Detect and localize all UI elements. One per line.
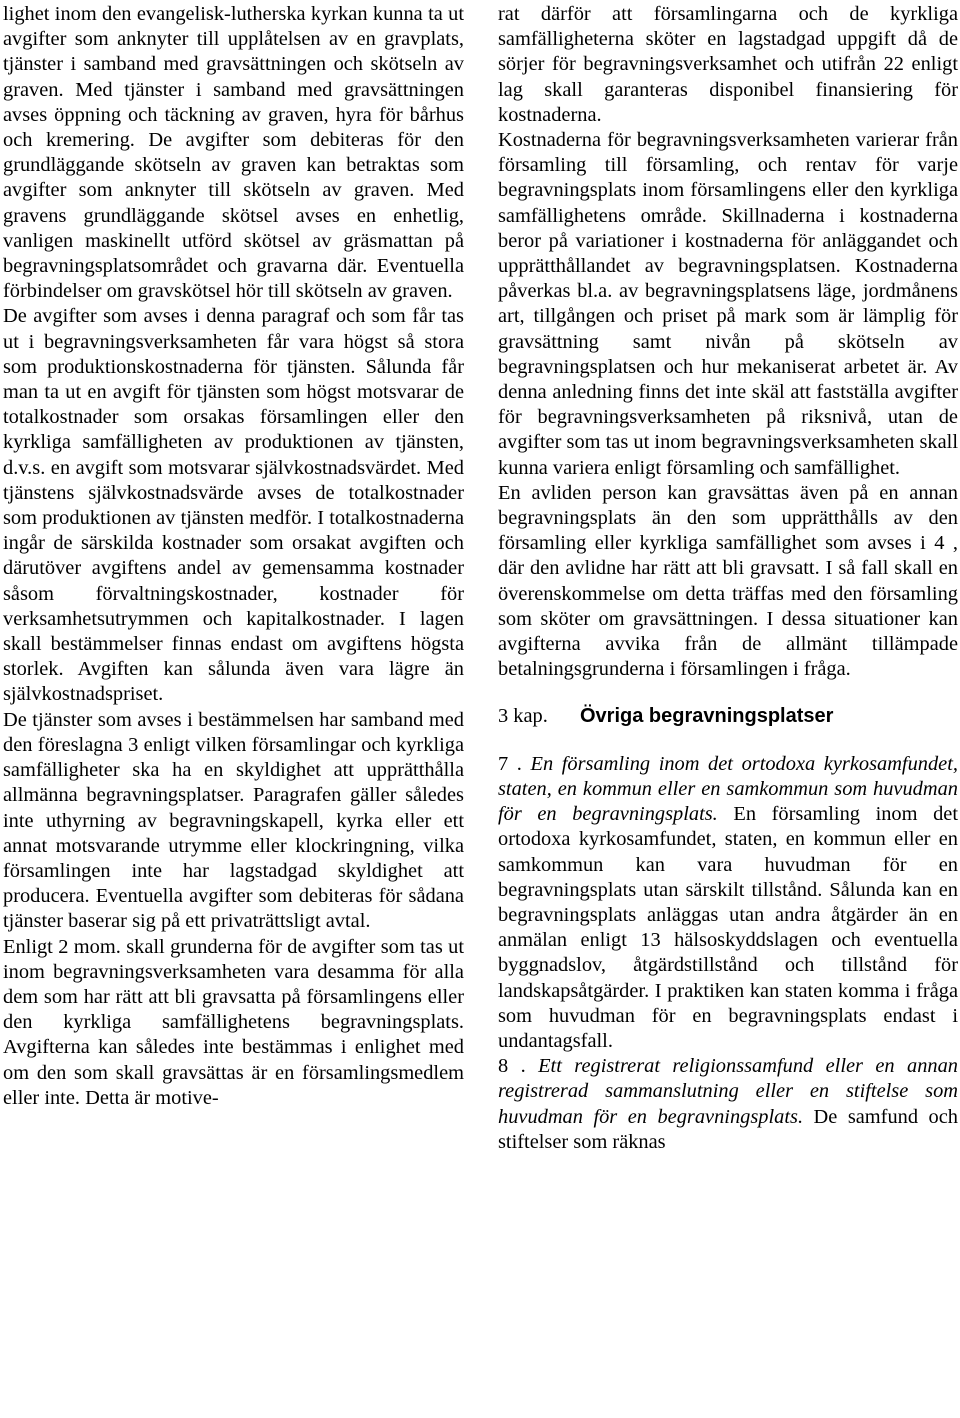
left-column	[3, 2, 464, 1111]
chapter-number: 3 kap.	[498, 705, 548, 728]
paragraph: De avgifter som avses i denna paragraf och som får tas ut i begravningsverksamheten får vara högst så stora som produktionskostnaderna för tjänsten. Sålunda får man ta ut en avgift för tjänsten som högst motsvarar de totalkostnader som orsakas församlingen eller den kyrkliga samfälligheten av produktionen av tjänsten, d.v.s. en avgift som motsvarar självkostnadsvärdet. Med tjänstens självkostnadsvärde avses de totalkostnader som produktionen av tjänsten medför. I totalkostnaderna ingår de särskilda kostnader som orsakat avgiften och därutöver avgiftens andel av gemensamma kostnader såsom förvaltningskostnader, kostnader för verksamhetsutrymmen och kapitalkostnader. I lagen skall bestämmelser finnas endast om avgiftens högsta storlek. Avgiften kan sålunda även vara lägre än självkostnadspriset.	[3, 305, 464, 706]
section-7-paragraph	[498, 752, 958, 1054]
paragraph: De tjänster som avses i bestämmelsen har samband med den föreslagna 3 enligt vilken församlingar och kyrkliga samfälligheter ska ha en skyldighet att upprätthålla allmänna begravningsplatser. Paragrafen gäller således inte uthyrning av begravningskapell, kyrka eller ett annat motsvarande utrymme eller klockringning, vilka församlingen inte har lagstadgad skyldighet att producera. Eventuella avgifter som debiteras för sådana tjänster baserar sig på ett privaträttsligt avtal.	[3, 708, 464, 933]
section-8-paragraph	[498, 1054, 958, 1155]
section-text: De samfund och stiftelser som räknas	[498, 1105, 958, 1153]
paragraph: rat därför att församlingarna och de kyrkliga samfälligheterna sköter en lagstadgad uppgift då de sörjer för begravningsverksamhet och utifrån 22 enligt lag skall garanteras disponibel finansiering för kostnaderna.	[498, 3, 958, 126]
section-title: En församling inom det ortodoxa kyrkosamfundet, staten, en kommun eller en samkommun som huvudman för en begravningsplats.	[498, 752, 958, 826]
paragraph: Kostnaderna för begravningsverksamheten varierar från församling till församling, och rentav för varje begravningsplats inom församlingens eller den kyrkliga samfällighetens område. Skillnaderna i kostnaderna beror på variationer i kostnaderna för anläggandet och upprätthållandet av begravningsplatsen. Kostnaderna påverkas bl.a. av begravningsplatsens läge, jordmånens art, tillgången och priset på mark som är lämplig för gravsättning samt nivån på skötseln av begravningsplatsen och hur mekaniserat arbetet är. Av denna anledning finns det inte skäl att fastställa avgifter för begravningsverksamheten på riksnivå, utan de avgifter som tas ut inom begravningsverksamheten skall kunna variera enligt församling och samfällighet.	[498, 129, 958, 479]
section-title: Ett registrerat religionssamfund eller en annan registrerad sammanslutning eller en stiftelse som huvudman för en begravningsplats.	[498, 1055, 958, 1128]
right-column	[498, 2, 958, 1155]
section-text: En församling inom det ortodoxa kyrkosamfundet, staten, en kommun eller en samkommun kan vara huvudman för en begravningsplats utan särskilt tillstånd. Sålunda kan en begravningsplats anläggas utan andra åtgärder än en anmälan enligt 13 hälsoskyddslagen och eventuella byggnadslov, åtgärdstillstånd och tillstånd för landskapsåtgärder. I praktiken kan staten komma i fråga som huvudman för en begravningsplats endast i undantagsfall.	[498, 803, 958, 1052]
paragraph: Enligt 2 mom. skall grunderna för de avgifter som tas ut inom begravningsverksamheten vara desamma för alla dem som har rätt att bli gravsatta på församlingens eller den kyrkliga samfällighetens begravningsplats. Avgifterna kan således inte bestämmas i enlighet med om den som skall gravsättas är en församlingsmedlem eller inte. Detta är motive-	[3, 935, 464, 1109]
chapter-title: Övriga begravningsplatser	[580, 705, 834, 728]
section-number: 7 .	[498, 752, 522, 775]
chapter-heading	[498, 704, 958, 729]
paragraph: lighet inom den evangelisk-lutherska kyrkan kunna ta ut avgifter som anknyter till upplåtelsen av en gravplats, tjänster i samband med gravsättningen och skötseln av graven. Med tjänster i samband med gravsättningen avses öppning och täckning av graven, hyra för bårhus och kremering. De avgifter som debiteras för den grundläggande skötseln av graven kan betraktas som avgifter som anknyter till skötseln av graven. Med gravens grundläggande skötsel avses en enhetlig, vanligen maskinellt utförd skötsel av gräsmattan på begravningsplatsområdet och gravarna där. Eventuella förbindelser om gravskötsel hör till skötseln av graven.	[3, 3, 464, 303]
section-number: 8 .	[498, 1055, 526, 1078]
paragraph: En avliden person kan gravsättas även på en annan begravningsplats än den som upprätthålls av den församling eller kyrkliga samfällighet som avses i 4 , där den avlidne har rätt att bli gravsatt. I så fall skall en överenskommelse om detta träffas med den församling som sköter om gravsättningen. I dessa situationer kan avgifterna avvika från de allmänt tillämpade betalningsgrunderna i församlingen i fråga.	[498, 481, 958, 681]
